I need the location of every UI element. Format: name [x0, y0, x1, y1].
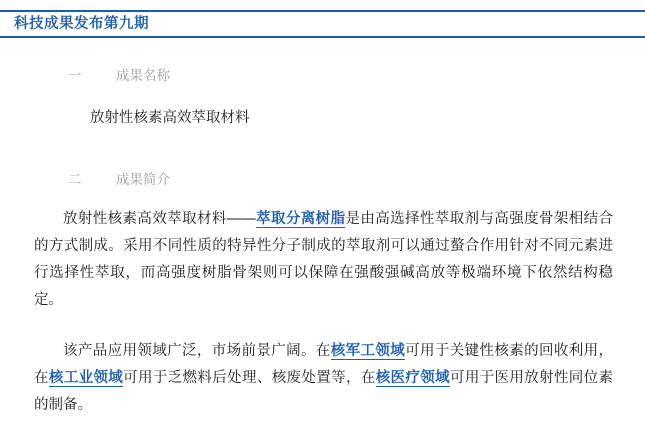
- keyword-nuclear-industry: 核工业领域: [48, 370, 124, 386]
- section-number-2: 二: [68, 172, 82, 187]
- section-heading-2: [0, 170, 645, 190]
- document-content: [0, 46, 645, 419]
- section-label-2: 成果简介: [116, 172, 170, 187]
- header-top-rule: [0, 10, 645, 12]
- achievement-name-value: 放射性核素高效萃取材料: [90, 110, 250, 126]
- paragraph-1: [0, 206, 645, 314]
- section-heading-1: [0, 66, 645, 86]
- keyword-nuclear-military: 核军工领域: [330, 343, 406, 359]
- paragraph-2: [0, 338, 645, 419]
- paragraph-2-seg1: 该产品应用领域广泛，市场前景广阔。在: [63, 343, 331, 359]
- section-number-1: 一: [68, 68, 82, 83]
- paragraph-2-seg2: 可用于关键性核素的回收利用，在: [34, 343, 613, 386]
- header-bottom-rule: [0, 36, 645, 38]
- page-title: 科技成果发布第九期: [14, 16, 149, 32]
- keyword-extraction-resin: 萃取分离树脂: [255, 211, 346, 227]
- paragraph-2-seg3: 可用于乏燃料后处理、核废处置等，在: [123, 370, 376, 386]
- keyword-nuclear-medicine: 核医疗领域: [375, 370, 450, 386]
- paragraph-1-lead: 放射性核素高效萃取材料——: [63, 211, 256, 227]
- section-label-1: 成果名称: [116, 68, 170, 83]
- paragraph-2-seg4: 可用于医用放射性同位素的制备。: [34, 370, 614, 413]
- paragraph-1-rest: 是由高选择性萃取剂与高强度骨架相结合的方式制成。采用不同性质的特异性分子制成的萃取剂可以通过螯合作用针对不同元素进行选择性萃取，而高强度树脂骨架则可以保障在强酸强碱高放等极端环境下依然结构稳定。: [34, 211, 614, 308]
- document-header: [0, 10, 645, 38]
